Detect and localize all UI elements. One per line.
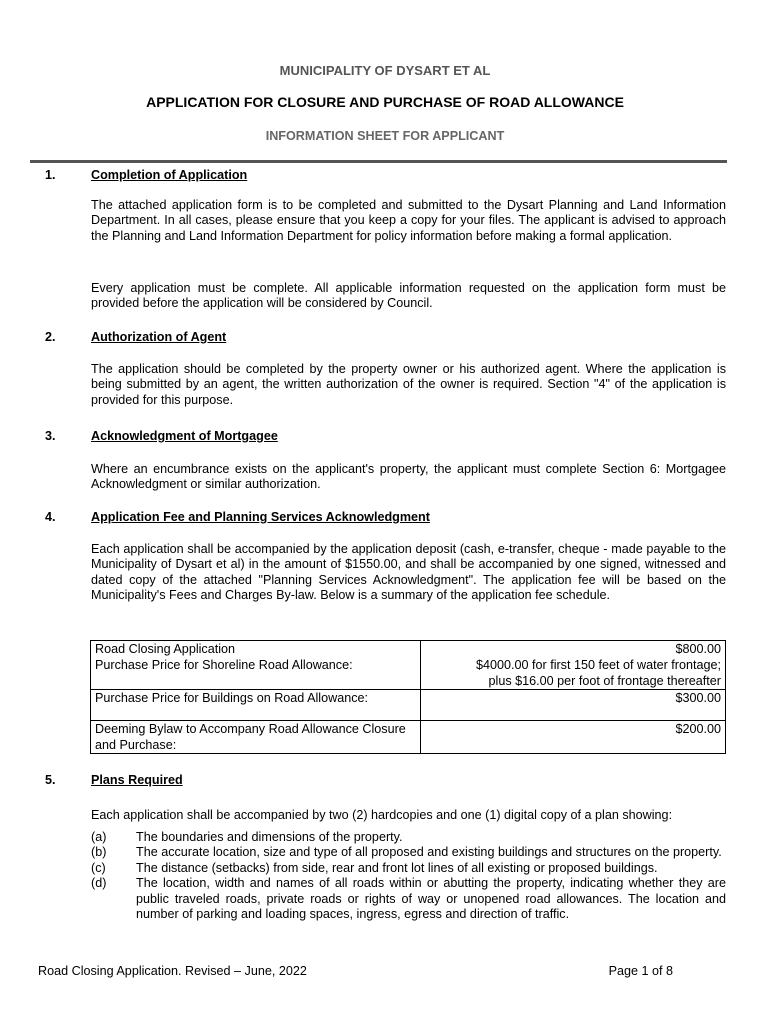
document-title: APPLICATION FOR CLOSURE AND PURCHASE OF ROAD ALLOWANCE — [146, 94, 624, 110]
table-row — [91, 641, 726, 690]
header-divider — [30, 160, 727, 163]
table-cell — [91, 641, 421, 690]
list-item — [91, 861, 726, 876]
section-number: 2. — [45, 330, 56, 344]
section-title-mortgagee: Acknowledgment of Mortgagee — [91, 429, 278, 443]
list-item-text: The accurate location, size and type of all proposed and existing buildings and structures on the property. — [136, 845, 722, 860]
list-item-label: (a) — [91, 830, 107, 844]
fee-label: Road Closing Application — [95, 642, 236, 656]
fee-value: $800.00 — [675, 642, 721, 656]
list-item-text: The distance (setbacks) from side, rear and front lot lines of all existing or proposed buildings. — [136, 860, 658, 875]
section-title-authorization: Authorization of Agent — [91, 330, 227, 344]
section-paragraph: Where an encumbrance exists on the applicant's property, the applicant must complete Section 6: Mortgagee Acknowledgment or similar authorization. — [91, 462, 726, 492]
section-paragraph: Each application shall be accompanied by two (2) hardcopies and one (1) digital copy of a plan showing: — [91, 808, 673, 822]
list-item — [91, 876, 726, 922]
section-paragraph: Each application shall be accompanied by the application deposit (cash, e-transfer, cheque - made payable to the Municipality of Dysart et al) in the amount of $1550.00, and shall be accompanied by one signed, witnessed and dated copy of the attached "Planning Services Acknowledgment". The application fee will be based on the Municipality's Fees and Charges By-law. Below is a summary of the application fee schedule. — [91, 542, 726, 603]
list-item-label: (c) — [91, 860, 106, 875]
list-item-text: The boundaries and dimensions of the property. — [136, 830, 403, 844]
section-title-completion: Completion of Application — [91, 168, 248, 182]
section-number: 5. — [45, 773, 56, 787]
list-item-text: The location, width and names of all roads within or abutting the property, indicating whether they are public traveled roads, private roads or rights of way or unopened road allowances. The location and number of parking and loading spaces, ingress, egress and direction of traffic. — [136, 876, 726, 922]
fee-label: Purchase Price for Shoreline Road Allowance: — [95, 658, 353, 672]
fee-label: Deeming Bylaw to Accompany Road Allowance Closure and Purchase: — [91, 721, 421, 754]
table-row — [91, 690, 726, 721]
section-title-plans: Plans Required — [91, 773, 183, 787]
table-row — [91, 721, 726, 754]
municipality-heading: MUNICIPALITY OF DYSART ET AL — [279, 63, 491, 78]
section-paragraph: The application should be completed by the property owner or his authorized agent. Where the application is being submitted by an agent, the written authorization of the owner is required. Section "4" of the application is provided for this purpose. — [91, 362, 726, 407]
list-item-label: (d) — [91, 876, 107, 891]
page-number: Page 1 of 8 — [608, 964, 673, 978]
section-number: 4. — [45, 510, 56, 524]
section-paragraph: Every application must be complete. All applicable information requested on the application form must be provided before the application will be considered by Council. — [91, 281, 726, 311]
list-item — [91, 830, 726, 845]
table-cell — [421, 641, 726, 690]
section-paragraph: The attached application form is to be completed and submitted to the Dysart Planning and Land Information Department. In all cases, please ensure that you keep a copy for your files. The applicant is advised to approach the Planning and Land Information Department for policy information before making a formal application. — [91, 198, 726, 243]
section-number: 3. — [45, 429, 56, 443]
document-subtitle: INFORMATION SHEET FOR APPLICANT — [265, 129, 505, 143]
fee-value: $300.00 — [421, 690, 726, 721]
fee-value: plus $16.00 per foot of frontage thereafter — [488, 674, 721, 688]
section-number: 1. — [45, 168, 56, 182]
list-item-label: (b) — [91, 845, 107, 860]
list-item — [91, 845, 726, 860]
plan-requirements-list — [91, 830, 726, 922]
section-title-fees: Application Fee and Planning Services Acknowledgment — [91, 510, 430, 524]
footer-revision: Road Closing Application. Revised – June, 2022 — [38, 964, 307, 978]
fee-label: Purchase Price for Buildings on Road Allowance: — [91, 690, 421, 721]
fee-value: $4000.00 for first 150 feet of water frontage; — [475, 658, 721, 672]
fee-value: $200.00 — [421, 721, 726, 754]
fee-schedule-table — [90, 640, 726, 754]
